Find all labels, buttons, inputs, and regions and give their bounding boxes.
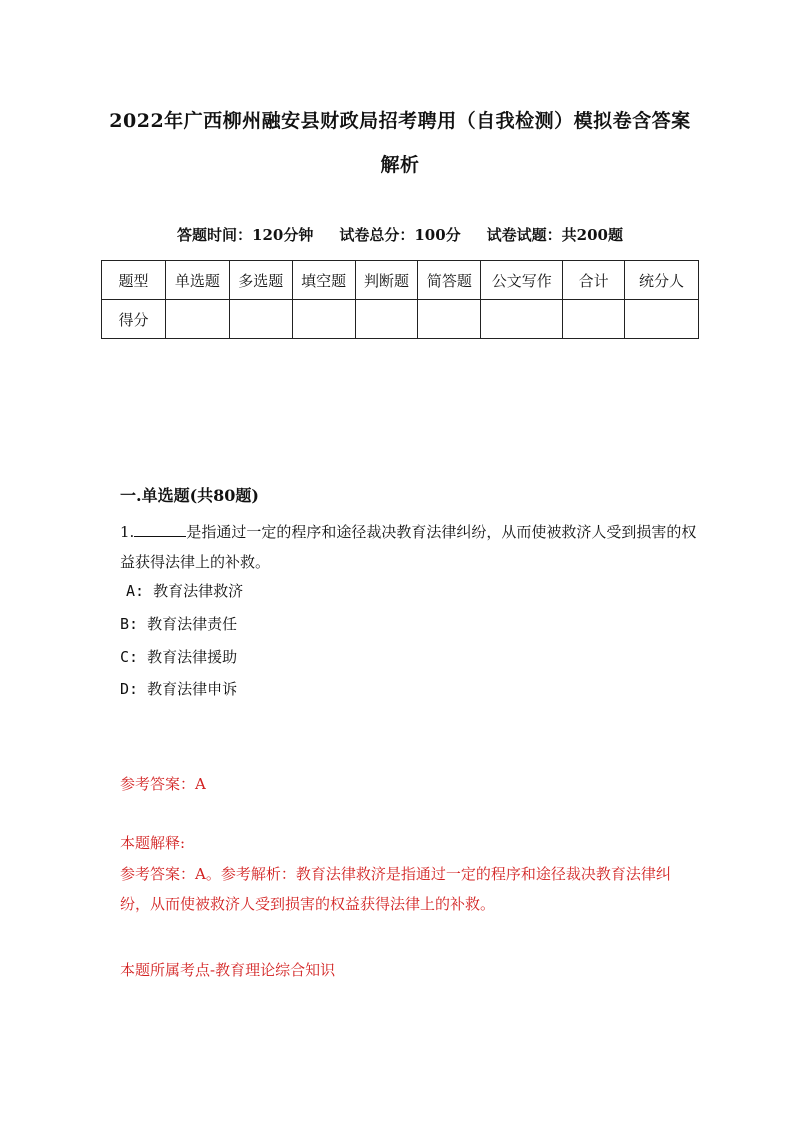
exam-question-count: 试卷试题：共200题 bbox=[486, 226, 623, 244]
header-cell: 多选题 bbox=[229, 261, 292, 300]
header-cell: 合计 bbox=[563, 261, 625, 300]
option-letter: A: bbox=[126, 582, 145, 600]
score-cell bbox=[292, 300, 355, 339]
option-text: 教育法律援助 bbox=[147, 648, 238, 666]
answer-blank bbox=[134, 522, 186, 537]
exam-time: 答题时间：120分钟 bbox=[177, 226, 314, 244]
exam-info bbox=[100, 224, 700, 245]
header-cell: 题型 bbox=[102, 261, 166, 300]
question-1 bbox=[120, 517, 700, 577]
score-cell bbox=[563, 300, 625, 339]
option-text: 教育法律责任 bbox=[147, 615, 238, 633]
header-cell: 公文写作 bbox=[481, 261, 563, 300]
section-heading: 一.单选题(共80题) bbox=[120, 486, 259, 505]
score-table bbox=[101, 260, 699, 339]
score-row-label: 得分 bbox=[102, 300, 166, 339]
header-cell: 简答题 bbox=[418, 261, 481, 300]
option-text: 教育法律救济 bbox=[153, 582, 244, 600]
option-letter: D: bbox=[120, 680, 139, 698]
option-b bbox=[120, 613, 237, 634]
score-cell bbox=[355, 300, 418, 339]
option-text: 教育法律申诉 bbox=[147, 680, 238, 698]
header-cell: 单选题 bbox=[165, 261, 229, 300]
explanation-label: 本题解释: bbox=[120, 834, 186, 852]
option-d bbox=[120, 678, 237, 699]
header-cell: 统分人 bbox=[625, 261, 699, 300]
option-letter: C: bbox=[120, 648, 139, 666]
score-table-score-row bbox=[102, 300, 699, 339]
exam-total-score: 试卷总分：100分 bbox=[339, 226, 461, 244]
score-table-header-row bbox=[102, 261, 699, 300]
question-text: 是指通过一定的程序和途径裁决教育法律纠纷，从而使被救济人受到损害的权益获得法律上的补救。 bbox=[120, 523, 697, 571]
question-number: 1. bbox=[120, 523, 135, 541]
header-cell: 判断题 bbox=[355, 261, 418, 300]
option-letter: B: bbox=[120, 615, 139, 633]
option-c bbox=[120, 646, 237, 667]
knowledge-point: 本题所属考点-教育理论综合知识 bbox=[120, 961, 336, 979]
score-cell bbox=[418, 300, 481, 339]
score-cell bbox=[229, 300, 292, 339]
score-cell bbox=[481, 300, 563, 339]
score-cell bbox=[165, 300, 229, 339]
explanation-text: 参考答案：A。参考解析：教育法律救济是指通过一定的程序和途径裁决教育法律纠纷，从而使被救济人受到损害的权益获得法律上的补救。 bbox=[120, 865, 671, 913]
document-title-line1: 2022年广西柳州融安县财政局招考聘用（自我检测）模拟卷含答案 bbox=[109, 110, 691, 132]
option-a bbox=[126, 580, 243, 601]
document-title-line2: 解析 bbox=[380, 154, 420, 176]
reference-answer: 参考答案：A bbox=[120, 775, 206, 793]
header-cell: 填空题 bbox=[292, 261, 355, 300]
score-cell bbox=[625, 300, 699, 339]
